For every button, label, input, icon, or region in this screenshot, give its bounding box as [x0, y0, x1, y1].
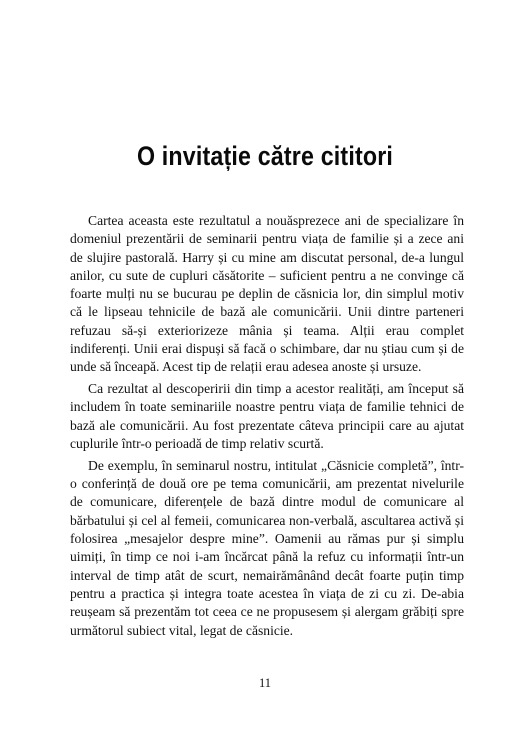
paragraph-2: Ca rezultat al descoperirii din timp a acestor realități, am început să includem în toate seminariile noastre pentru viața de familie tehnici de bază ale comunicării. Au fost prezentate câteva principii care au ajutat cuplurile într-o perioadă de timp relativ scurtă.	[70, 381, 464, 452]
chapter-title: O invitație către cititori	[136, 141, 394, 171]
paragraph-3: De exemplu, în seminarul nostru, intitulat „Căsnicie completă”, într-o conferință de două ore pe tema comunicării, am prezentat nivelurile de comunicare, diferențele de bază dintre modul de comunicare al bărbatului și cel al femeii, comunicarea non-verbală, ascultarea activă și folosirea „mesajelor despre mine”. Oamenii au rămas pur și simplu uimiți, în timp ce noi i-am încărcat până la refuz cu informații într-un interval de timp atât de scurt, nemairămânând decât foarte puțin timp pentru a practica și integra toate acestea în viața de zi cu zi. De-abia reușeam să prezentăm tot ceea ce ne propusesem și alergam grăbiți spre următorul subiect vital, legat de căsnicie.	[70, 457, 464, 638]
chapter-body	[70, 212, 464, 643]
paragraph-1: Cartea aceasta este rezultatul a nouăsprezece ani de specializare în domeniul prezentării de seminarii pentru viața de familie și a zece ani de slujire pastorală. Harry și cu mine am discutat personal, de-a lungul anilor, cu sute de cupluri căsătorite – suficient pentru a ne convinge că foarte mulți nu se bucurau pe deplin de căsnicia lor, din simplul motiv că le lipseau tehnicile de bază ale comunicării. Unii dintre parteneri refuzau să-și exteriorizeze mânia și teama. Alții erau complet indiferenți. Unii erai dispuși să facă o schimbare, dar nu știau cum și de unde să înceapă. Acest tip de relații erau adesea anoste și ursuze.	[70, 213, 464, 375]
page-number: 11	[258, 676, 272, 690]
